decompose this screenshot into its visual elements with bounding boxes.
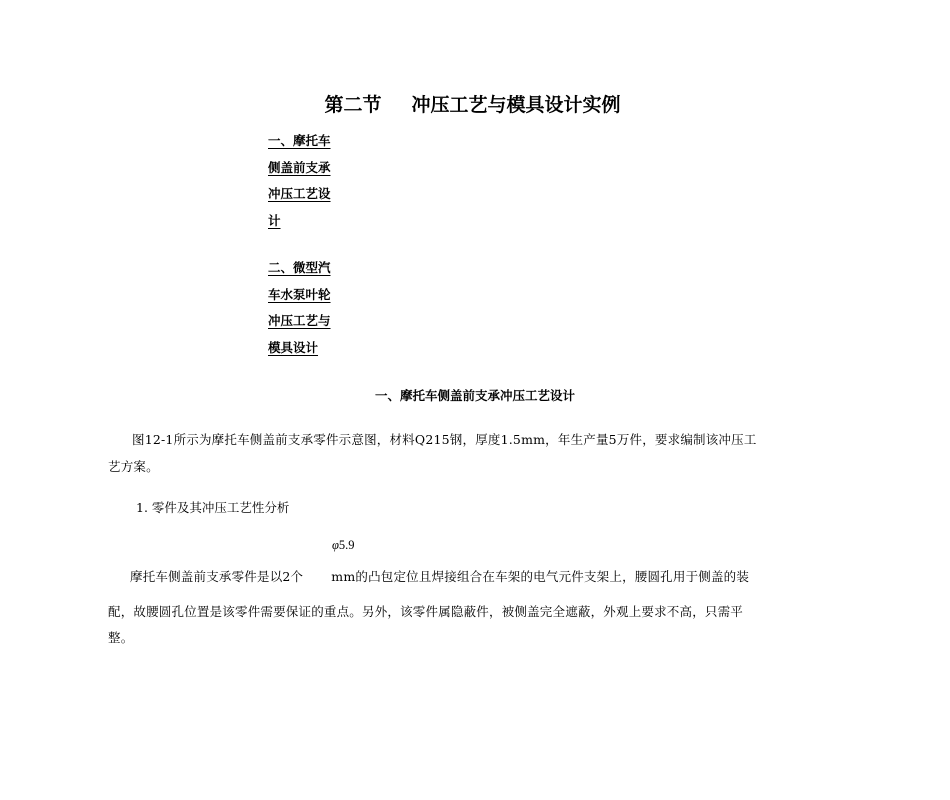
section-number: 第二节 [324,94,382,116]
page-title [0,90,945,117]
diameter-formula [332,538,355,553]
paragraph-2-line-1-after: mm的凸包定位且焊接组合在车架的电气元件支架上，腰圆孔用于侧盖的装 [331,569,750,584]
toc-link-1-line-1[interactable]: 一、摩托车 [268,133,331,148]
toc-link-2-line-4[interactable]: 模具设计 [268,339,319,355]
subheading: 1. 零件及其冲压工艺性分析 [136,500,290,515]
section-name: 冲压工艺与模具设计实例 [411,94,621,116]
paragraph-2-line-1-before: 摩托车侧盖前支承零件是以2个 [130,569,304,584]
toc-link-2-line-3[interactable]: 冲压工艺与 [268,313,331,328]
diameter-symbol: φ [332,538,339,552]
section-heading: 一、摩托车侧盖前支承冲压工艺设计 [374,388,575,403]
paragraph-1-line-1: 图12-1所示为摩托车侧盖前支承零件示意图，材料Q215钢，厚度1.5mm，年生产量5万件，要求编制该冲压工 [132,432,757,447]
toc-link-1[interactable] [268,131,378,237]
toc-link-1-line-4[interactable]: 计 [268,212,281,228]
paragraph-2-line-3: 整。 [108,630,134,645]
paragraph-2-line-2: 配，故腰圆孔位置是该零件需要保证的重点。另外，该零件属隐蔽件，被侧盖完全遮蔽，外观上要求不高，只需平 [108,604,744,619]
toc-link-2[interactable] [268,258,378,364]
diameter-value: 5.9 [338,538,355,552]
toc-link-1-line-2[interactable]: 侧盖前支承 [268,159,331,175]
toc-link-2-line-1[interactable]: 二、微型汽 [268,260,331,275]
paragraph-2-line-1 [130,567,749,585]
paragraph-1-line-2: 艺方案。 [108,459,159,474]
toc-link-2-line-2[interactable]: 车水泵叶轮 [268,286,331,302]
toc-link-1-line-3[interactable]: 冲压工艺设 [268,186,331,201]
